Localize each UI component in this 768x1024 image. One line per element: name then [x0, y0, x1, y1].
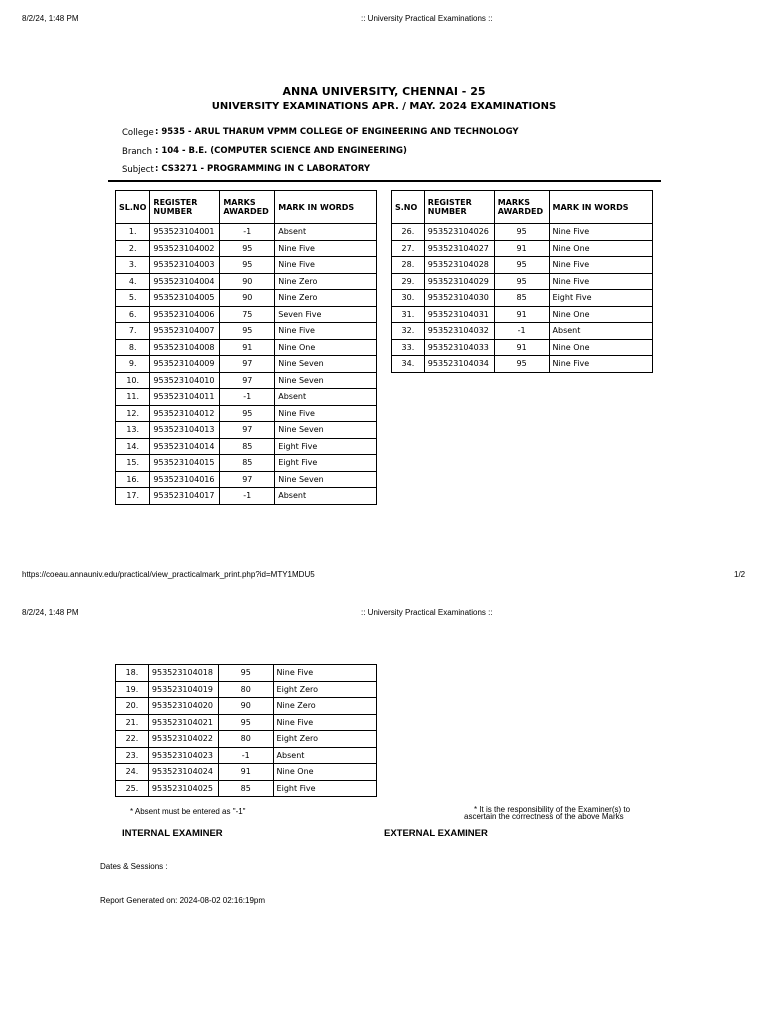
responsibility-note-line1: * It is the responsibility of the Examiner(s) to: [474, 805, 631, 814]
row-mark-words: Nine One: [549, 240, 652, 257]
header-divider: [108, 180, 661, 182]
row-mark-words: Nine Five: [275, 405, 377, 422]
row-marks: 85: [218, 780, 273, 797]
row-marks: 95: [494, 224, 549, 241]
row-marks: -1: [220, 389, 275, 406]
row-serial: 19.: [116, 681, 149, 698]
row-mark-words: Nine Seven: [275, 372, 377, 389]
row-serial: 8.: [116, 339, 150, 356]
row-register-number: 953523104002: [150, 240, 220, 257]
row-marks: 91: [220, 339, 275, 356]
college-value: : 9535 - ARUL THARUM VPMM COLLEGE OF ENGINEERING AND TECHNOLOGY: [155, 127, 519, 137]
row-serial: 4.: [116, 273, 150, 290]
row-serial: 12.: [116, 405, 150, 422]
col-header-marks: MARKS AWARDED: [220, 191, 275, 224]
table-row: [116, 306, 377, 323]
col-header-marks: MARKS AWARDED: [494, 191, 549, 224]
row-mark-words: Nine Five: [273, 714, 376, 731]
print-date: 8/2/24, 1:48 PM: [22, 14, 79, 23]
row-register-number: 953523104022: [148, 731, 218, 748]
row-register-number: 953523104028: [424, 257, 494, 274]
row-serial: 7.: [116, 323, 150, 340]
row-marks: -1: [220, 224, 275, 241]
table-row: [116, 339, 377, 356]
marks-table-left: [115, 190, 377, 505]
row-register-number: 953523104009: [150, 356, 220, 373]
table-row: [392, 339, 653, 356]
row-serial: 31.: [392, 306, 425, 323]
table-row: [116, 731, 377, 748]
row-serial: 29.: [392, 273, 425, 290]
row-serial: 20.: [116, 698, 149, 715]
row-register-number: 953523104023: [148, 747, 218, 764]
row-marks: 95: [494, 356, 549, 373]
row-register-number: 953523104016: [150, 471, 220, 488]
table-row: [116, 389, 377, 406]
row-mark-words: Nine Seven: [275, 422, 377, 439]
subject-label: Subject: [122, 165, 154, 175]
row-serial: 27.: [392, 240, 425, 257]
row-marks: 97: [220, 422, 275, 439]
row-marks: 91: [494, 240, 549, 257]
col-header-sno: S.NO: [392, 191, 425, 224]
row-marks: -1: [218, 747, 273, 764]
row-register-number: 953523104003: [150, 257, 220, 274]
college-label: College: [122, 128, 154, 138]
table-row: [392, 257, 653, 274]
row-register-number: 953523104033: [424, 339, 494, 356]
row-mark-words: Seven Five: [275, 306, 377, 323]
table-row: [116, 224, 377, 241]
row-mark-words: Absent: [549, 323, 652, 340]
page-number: 1/2: [734, 570, 746, 579]
table-row: [116, 698, 377, 715]
responsibility-note-line2: ascertain the correctness of the above Marks: [464, 812, 624, 821]
table-row: [116, 455, 377, 472]
row-serial: 14.: [116, 438, 150, 455]
exam-subtitle: UNIVERSITY EXAMINATIONS APR. / MAY. 2024 EXAMINATIONS: [211, 101, 557, 112]
row-register-number: 953523104020: [148, 698, 218, 715]
table-row: [116, 372, 377, 389]
report-generated: Report Generated on: 2024-08-02 02:16:19pm: [100, 896, 266, 905]
row-serial: 25.: [116, 780, 149, 797]
row-register-number: 953523104017: [150, 488, 220, 505]
row-register-number: 953523104011: [150, 389, 220, 406]
row-marks: 80: [218, 681, 273, 698]
row-marks: 90: [220, 290, 275, 307]
table-row: [116, 240, 377, 257]
row-marks: -1: [494, 323, 549, 340]
row-register-number: 953523104008: [150, 339, 220, 356]
row-mark-words: Nine Five: [275, 323, 377, 340]
row-mark-words: Nine One: [275, 339, 377, 356]
row-register-number: 953523104031: [424, 306, 494, 323]
row-mark-words: Eight Five: [273, 780, 376, 797]
row-register-number: 953523104029: [424, 273, 494, 290]
row-serial: 15.: [116, 455, 150, 472]
table-row: [116, 747, 377, 764]
row-serial: 17.: [116, 488, 150, 505]
row-mark-words: Nine Five: [549, 356, 652, 373]
print-header-title: :: University Practical Examinations ::: [361, 608, 493, 617]
row-serial: 33.: [392, 339, 425, 356]
row-marks: 85: [494, 290, 549, 307]
row-serial: 23.: [116, 747, 149, 764]
row-marks: 97: [220, 356, 275, 373]
col-header-slno: SL.NO: [116, 191, 150, 224]
row-marks: 97: [220, 372, 275, 389]
row-register-number: 953523104032: [424, 323, 494, 340]
row-mark-words: Nine Five: [275, 257, 377, 274]
table-row: [116, 764, 377, 781]
row-register-number: 953523104034: [424, 356, 494, 373]
subject-value: : CS3271 - PROGRAMMING IN C LABORATORY: [155, 164, 371, 174]
internal-examiner-label: INTERNAL EXAMINER: [122, 828, 223, 839]
row-marks: 95: [218, 714, 273, 731]
row-serial: 22.: [116, 731, 149, 748]
row-mark-words: Nine Five: [275, 240, 377, 257]
row-marks: 91: [494, 306, 549, 323]
row-register-number: 953523104006: [150, 306, 220, 323]
row-serial: 2.: [116, 240, 150, 257]
row-marks: 91: [218, 764, 273, 781]
row-serial: 28.: [392, 257, 425, 274]
external-examiner-label: EXTERNAL EXAMINER: [384, 828, 488, 839]
row-mark-words: Absent: [275, 488, 377, 505]
row-mark-words: Eight Five: [275, 438, 377, 455]
row-register-number: 953523104027: [424, 240, 494, 257]
table-row: [116, 488, 377, 505]
row-mark-words: Eight Zero: [273, 681, 376, 698]
col-header-register: REGISTER NUMBER: [424, 191, 494, 224]
row-mark-words: Nine Zero: [273, 698, 376, 715]
row-mark-words: Absent: [273, 747, 376, 764]
row-serial: 1.: [116, 224, 150, 241]
col-header-words: MARK IN WORDS: [275, 191, 377, 224]
table-row: [392, 273, 653, 290]
row-register-number: 953523104012: [150, 405, 220, 422]
row-register-number: 953523104024: [148, 764, 218, 781]
row-serial: 34.: [392, 356, 425, 373]
row-marks: -1: [220, 488, 275, 505]
row-mark-words: Nine Seven: [275, 356, 377, 373]
table-row: [116, 257, 377, 274]
university-title: ANNA UNIVERSITY, CHENNAI - 25: [282, 85, 486, 98]
print-url: https://coeau.annauniv.edu/practical/view_practicalmark_print.php?id=MTY1MDU5: [22, 570, 315, 579]
row-serial: 32.: [392, 323, 425, 340]
row-register-number: 953523104004: [150, 273, 220, 290]
table-row: [116, 273, 377, 290]
row-serial: 30.: [392, 290, 425, 307]
marks-table-continued: [115, 664, 377, 797]
row-marks: 80: [218, 731, 273, 748]
row-mark-words: Absent: [275, 389, 377, 406]
table-row: [116, 471, 377, 488]
row-mark-words: Nine One: [273, 764, 376, 781]
row-marks: 90: [218, 698, 273, 715]
branch-value: : 104 - B.E. (COMPUTER SCIENCE AND ENGINEERING): [155, 146, 407, 156]
col-header-register: REGISTER NUMBER: [150, 191, 220, 224]
row-marks: 85: [220, 455, 275, 472]
row-mark-words: Nine Zero: [275, 290, 377, 307]
row-marks: 95: [494, 257, 549, 274]
row-register-number: 953523104007: [150, 323, 220, 340]
row-mark-words: Absent: [275, 224, 377, 241]
branch-label: Branch: [122, 147, 152, 157]
table-row: [116, 438, 377, 455]
row-marks: 75: [220, 306, 275, 323]
row-register-number: 953523104014: [150, 438, 220, 455]
row-mark-words: Nine Seven: [275, 471, 377, 488]
table-row: [392, 224, 653, 241]
table-row: [116, 714, 377, 731]
row-register-number: 953523104019: [148, 681, 218, 698]
row-register-number: 953523104026: [424, 224, 494, 241]
table-row: [392, 240, 653, 257]
row-marks: 95: [220, 323, 275, 340]
row-serial: 5.: [116, 290, 150, 307]
row-register-number: 953523104005: [150, 290, 220, 307]
print-date: 8/2/24, 1:48 PM: [22, 608, 79, 617]
row-serial: 24.: [116, 764, 149, 781]
row-register-number: 953523104015: [150, 455, 220, 472]
table-row: [116, 323, 377, 340]
row-mark-words: Nine Five: [549, 257, 652, 274]
row-mark-words: Nine One: [549, 306, 652, 323]
table-row: [116, 290, 377, 307]
row-mark-words: Eight Five: [275, 455, 377, 472]
row-register-number: 953523104001: [150, 224, 220, 241]
table-row: [392, 323, 653, 340]
col-header-words: MARK IN WORDS: [549, 191, 652, 224]
row-serial: 21.: [116, 714, 149, 731]
row-serial: 9.: [116, 356, 150, 373]
print-header-title: :: University Practical Examinations ::: [361, 14, 493, 23]
row-marks: 85: [220, 438, 275, 455]
row-marks: 95: [220, 257, 275, 274]
row-marks: 95: [218, 665, 273, 682]
row-marks: 90: [220, 273, 275, 290]
row-mark-words: Nine Five: [273, 665, 376, 682]
row-marks: 95: [220, 405, 275, 422]
table-row: [116, 356, 377, 373]
row-mark-words: Nine Five: [549, 273, 652, 290]
table-row: [392, 306, 653, 323]
row-register-number: 953523104010: [150, 372, 220, 389]
row-serial: 26.: [392, 224, 425, 241]
row-mark-words: Nine One: [549, 339, 652, 356]
table-row: [116, 780, 377, 797]
row-marks: 95: [220, 240, 275, 257]
dates-sessions: Dates & Sessions :: [100, 862, 168, 871]
row-serial: 13.: [116, 422, 150, 439]
row-mark-words: Nine Five: [549, 224, 652, 241]
row-mark-words: Eight Zero: [273, 731, 376, 748]
row-mark-words: Nine Zero: [275, 273, 377, 290]
row-serial: 10.: [116, 372, 150, 389]
row-mark-words: Eight Five: [549, 290, 652, 307]
absent-note: * Absent must be entered as "-1": [130, 807, 246, 816]
row-serial: 3.: [116, 257, 150, 274]
row-register-number: 953523104013: [150, 422, 220, 439]
table-row: [116, 405, 377, 422]
table-row: [116, 681, 377, 698]
row-marks: 95: [494, 273, 549, 290]
row-marks: 97: [220, 471, 275, 488]
table-row: [116, 422, 377, 439]
row-serial: 18.: [116, 665, 149, 682]
row-marks: 91: [494, 339, 549, 356]
row-register-number: 953523104021: [148, 714, 218, 731]
row-serial: 11.: [116, 389, 150, 406]
table-row: [116, 665, 377, 682]
row-serial: 16.: [116, 471, 150, 488]
row-serial: 6.: [116, 306, 150, 323]
marks-table-right: [391, 190, 653, 373]
table-row: [392, 356, 653, 373]
row-register-number: 953523104018: [148, 665, 218, 682]
table-row: [392, 290, 653, 307]
row-register-number: 953523104025: [148, 780, 218, 797]
row-register-number: 953523104030: [424, 290, 494, 307]
